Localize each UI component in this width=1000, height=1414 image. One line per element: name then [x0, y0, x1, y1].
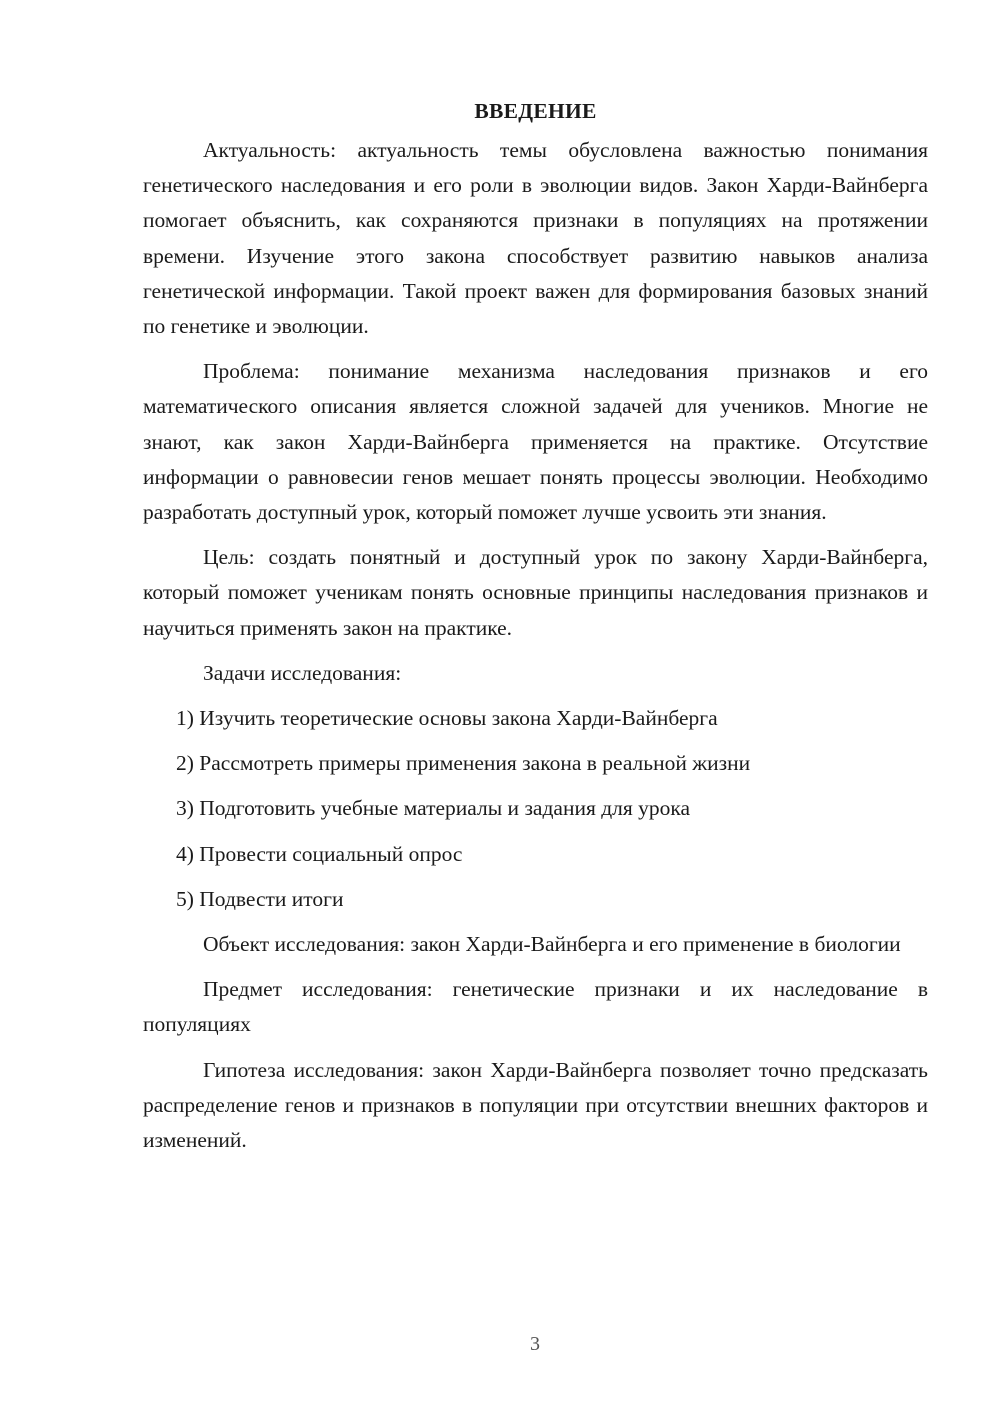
- list-item: 2) Рассмотреть примеры применения закона в реальной жизни: [176, 751, 751, 776]
- paragraph-object: Объект исследования: закон Харди-Вайнберга и его применение в биологии: [203, 932, 901, 957]
- paragraph-subject: Предмет исследования: генетические признаки и их наследование в популяциях: [143, 977, 928, 1037]
- section-title: ВВЕДЕНИЕ: [474, 99, 597, 123]
- paragraph-relevance: Актуальность: актуальность темы обусловлена важностью понимания генетического наследования и его роли в эволюции видов. Закон Харди-Вайнберга помогает объяснить, как сохраняются признаки в популяциях на протяжении времени. Изучение этого закона способствует развитию навыков анализа генетической информации. Такой проект важен для формирования базовых знаний по генетике и эволюции.: [143, 138, 928, 339]
- list-item: 5) Подвести итоги: [176, 886, 344, 911]
- page-number: 3: [530, 1333, 540, 1355]
- list-item: 1) Изучить теоретические основы закона Харди-Вайнберга: [176, 706, 718, 731]
- tasks-list: [143, 701, 928, 917]
- paragraph-goal: Цель: создать понятный и доступный урок по закону Харди-Вайнберга, который поможет ученикам понять основные принципы наследования признаков и научиться применять закон на практике.: [143, 545, 928, 640]
- page-content: [143, 94, 928, 1168]
- paragraph-problem: Проблема: понимание механизма наследования признаков и его математического описания является сложной задачей для учеников. Многие не знают, как закон Харди-Вайнберга применяется на практике. Отсутствие информации о равновесии генов мешает понять процессы эволюции. Необходимо разработать доступный урок, который поможет лучше усвоить эти знания.: [143, 359, 928, 525]
- list-item: 4) Провести социальный опрос: [176, 841, 463, 866]
- paragraph-hypothesis: Гипотеза исследования: закон Харди-Вайнберга позволяет точно предсказать распределение генов и признаков в популяции при отсутствии внешних факторов и изменений.: [143, 1057, 928, 1153]
- list-item: 3) Подготовить учебные материалы и задания для урока: [176, 796, 691, 821]
- tasks-heading: Задачи исследования:: [203, 660, 402, 685]
